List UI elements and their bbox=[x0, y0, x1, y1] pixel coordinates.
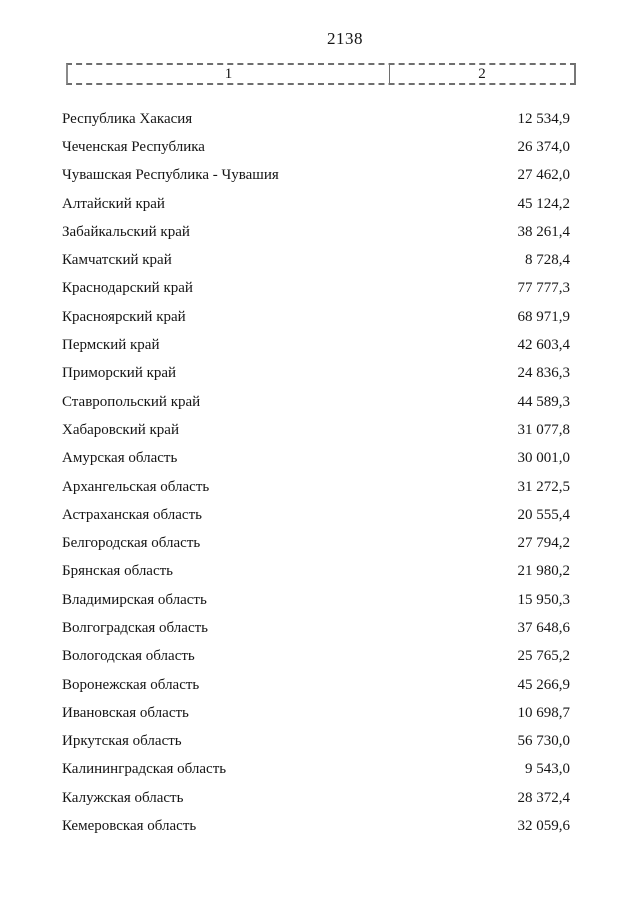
table-row bbox=[0, 501, 640, 529]
page-number: 2138 bbox=[327, 29, 363, 48]
table-row bbox=[0, 360, 640, 388]
table-row bbox=[0, 643, 640, 671]
table-header-row bbox=[66, 63, 576, 85]
table-row bbox=[0, 445, 640, 473]
table-row bbox=[0, 162, 640, 190]
region-name: Приморский край bbox=[62, 365, 177, 382]
table-row bbox=[0, 473, 640, 501]
region-name: Камчатский край bbox=[62, 252, 172, 269]
region-value: 26 374,0 bbox=[517, 138, 570, 155]
region-value: 37 648,6 bbox=[517, 619, 570, 636]
region-value: 24 836,3 bbox=[517, 365, 570, 382]
region-name: Воронежская область bbox=[62, 676, 200, 693]
table-row bbox=[0, 614, 640, 642]
region-value: 45 124,2 bbox=[517, 195, 570, 212]
region-name: Хабаровский край bbox=[62, 421, 179, 438]
table-body bbox=[0, 105, 640, 841]
region-name: Иркутская область bbox=[62, 733, 182, 750]
region-value: 31 272,5 bbox=[517, 478, 570, 495]
region-name: Вологодская область bbox=[62, 648, 195, 665]
table-row bbox=[0, 558, 640, 586]
region-value: 9 543,0 bbox=[525, 761, 570, 778]
table-row bbox=[0, 812, 640, 840]
region-value: 20 555,4 bbox=[517, 506, 570, 523]
region-name: Кемеровская область bbox=[62, 818, 197, 835]
region-name: Астраханская область bbox=[62, 506, 202, 523]
table-row bbox=[0, 190, 640, 218]
region-value: 8 728,4 bbox=[525, 252, 570, 269]
region-value: 25 765,2 bbox=[517, 648, 570, 665]
table-row bbox=[0, 105, 640, 133]
region-value: 32 059,6 bbox=[517, 818, 570, 835]
region-name: Белгородская область bbox=[62, 535, 201, 552]
table-row bbox=[0, 784, 640, 812]
region-value: 31 077,8 bbox=[517, 421, 570, 438]
region-name: Брянская область bbox=[62, 563, 174, 580]
region-value: 42 603,4 bbox=[517, 337, 570, 354]
region-name: Амурская область bbox=[62, 450, 178, 467]
region-name: Красноярский край bbox=[62, 308, 186, 325]
table-row bbox=[0, 756, 640, 784]
region-name: Пермский край bbox=[62, 337, 160, 354]
region-name: Забайкальский край bbox=[62, 223, 190, 240]
table-row bbox=[0, 529, 640, 557]
region-value: 77 777,3 bbox=[517, 280, 570, 297]
region-name: Ивановская область bbox=[62, 704, 189, 721]
table-row bbox=[0, 416, 640, 444]
region-value: 10 698,7 bbox=[517, 704, 570, 721]
region-name: Волгоградская область bbox=[62, 619, 208, 636]
region-name: Калужская область bbox=[62, 789, 184, 806]
table-row bbox=[0, 388, 640, 416]
region-name: Краснодарский край bbox=[62, 280, 193, 297]
region-value: 27 794,2 bbox=[517, 535, 570, 552]
table-row bbox=[0, 699, 640, 727]
region-value: 21 980,2 bbox=[517, 563, 570, 580]
table-header-col2: 2 bbox=[478, 66, 486, 82]
region-value: 68 971,9 bbox=[517, 308, 570, 325]
region-value: 56 730,0 bbox=[517, 733, 570, 750]
region-value: 30 001,0 bbox=[517, 450, 570, 467]
region-name: Чеченская Республика bbox=[62, 138, 205, 155]
region-value: 27 462,0 bbox=[517, 167, 570, 184]
region-name: Ставропольский край bbox=[62, 393, 201, 410]
table-row bbox=[0, 671, 640, 699]
region-value: 15 950,3 bbox=[517, 591, 570, 608]
region-name: Чувашская Республика - Чувашия bbox=[62, 167, 279, 184]
table-row bbox=[0, 586, 640, 614]
region-name: Алтайский край bbox=[62, 195, 165, 212]
table-row bbox=[0, 303, 640, 331]
table-header-col1: 1 bbox=[68, 65, 390, 83]
region-value: 44 589,3 bbox=[517, 393, 570, 410]
region-value: 38 261,4 bbox=[517, 223, 570, 240]
region-name: Владимирская область bbox=[62, 591, 207, 608]
region-value: 12 534,9 bbox=[517, 110, 570, 127]
region-value: 45 266,9 bbox=[517, 676, 570, 693]
table-row bbox=[0, 218, 640, 246]
region-name: Калининградская область bbox=[62, 761, 227, 778]
table-row bbox=[0, 331, 640, 359]
table-row bbox=[0, 246, 640, 274]
table-row bbox=[0, 133, 640, 161]
table-row bbox=[0, 728, 640, 756]
region-name: Республика Хакасия bbox=[62, 110, 193, 127]
table-row bbox=[0, 275, 640, 303]
region-value: 28 372,4 bbox=[517, 789, 570, 806]
region-name: Архангельская область bbox=[62, 478, 210, 495]
